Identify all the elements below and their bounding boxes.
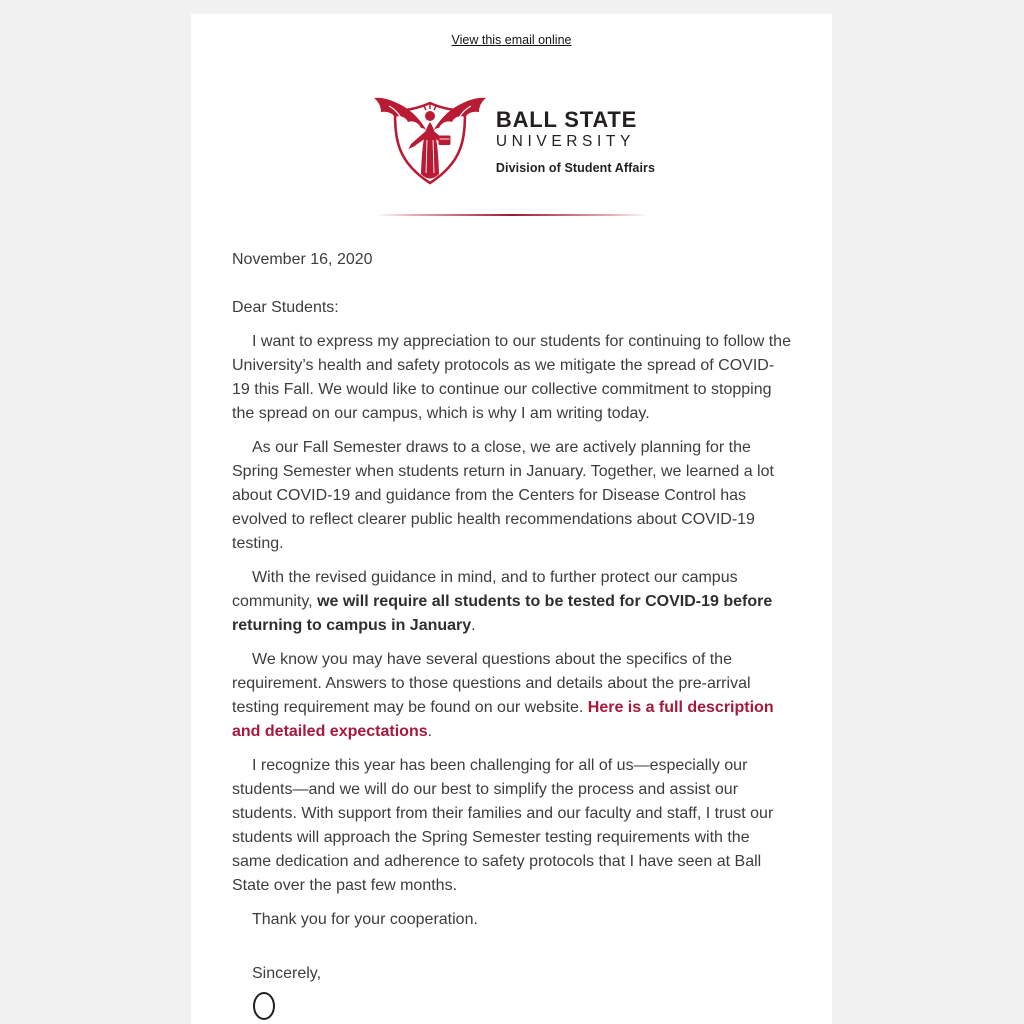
university-logo [191, 86, 832, 198]
paragraph-recognition: I recognize this year has been challenging for all of us—especially our students—and we will do our best to simplify the process and assist our students. With support from their families and our faculty and staff, I trust our students will approach the Spring Semester testing requirements with the same dedication and adherence to safety protocols that I have seen at Ball State over the past few months. [232, 757, 774, 894]
details-link[interactable]: Here is a full description and detailed expectations [232, 699, 774, 740]
requirement-bold-text: we will require all students to be tested for COVID-19 before returning to campus in January [232, 593, 773, 634]
closing: Sincerely, [252, 965, 322, 982]
signature-stroke [253, 992, 275, 1020]
brand-wordmark [496, 86, 655, 175]
letter-body [191, 216, 832, 1020]
letter-date: November 16, 2020 [232, 251, 373, 268]
paragraph-thanks: Thank you for your cooperation. [252, 911, 478, 928]
paragraph-requirement [232, 566, 791, 638]
requirement-end-text: . [471, 617, 476, 634]
brand-name-line1: BALL STATE [495, 107, 638, 132]
view-online-link[interactable]: View this email online [451, 33, 572, 47]
email-panel [191, 14, 832, 1024]
brand-name-line2: UNIVERSITY [495, 133, 635, 151]
brand-division-label: Division of Student Affairs [495, 160, 656, 175]
paragraph-appreciation: I want to express my appreciation to our students for continuing to follow the University’s health and safety protocols as we mitigate the spread of COVID-19 this Fall. We would like to continue our collective commitment to stopping the spread on our campus, which is why I am writing today. [232, 333, 791, 422]
view-online-row [191, 14, 832, 49]
beneficence-emblem-icon [368, 86, 492, 198]
requirement-lead-text: With the revised guidance in mind, and to further protect our campus community, [232, 569, 738, 610]
details-lead-text: We know you may have several questions about the specifics of the requirement. Answers to those questions and details about the pre-arrival testing requirement may be found on our website. [232, 651, 751, 716]
paragraph-planning: As our Fall Semester draws to a close, we are actively planning for the Spring Semester when students return in January. Together, we learned a lot about COVID-19 and guidance from the Centers for Disease Control has evolved to reflect clearer public health recommendations about COVID-19 testing. [232, 439, 774, 552]
paragraph-details [232, 648, 791, 744]
salutation: Dear Students: [232, 299, 339, 316]
details-end-text: . [427, 723, 433, 740]
